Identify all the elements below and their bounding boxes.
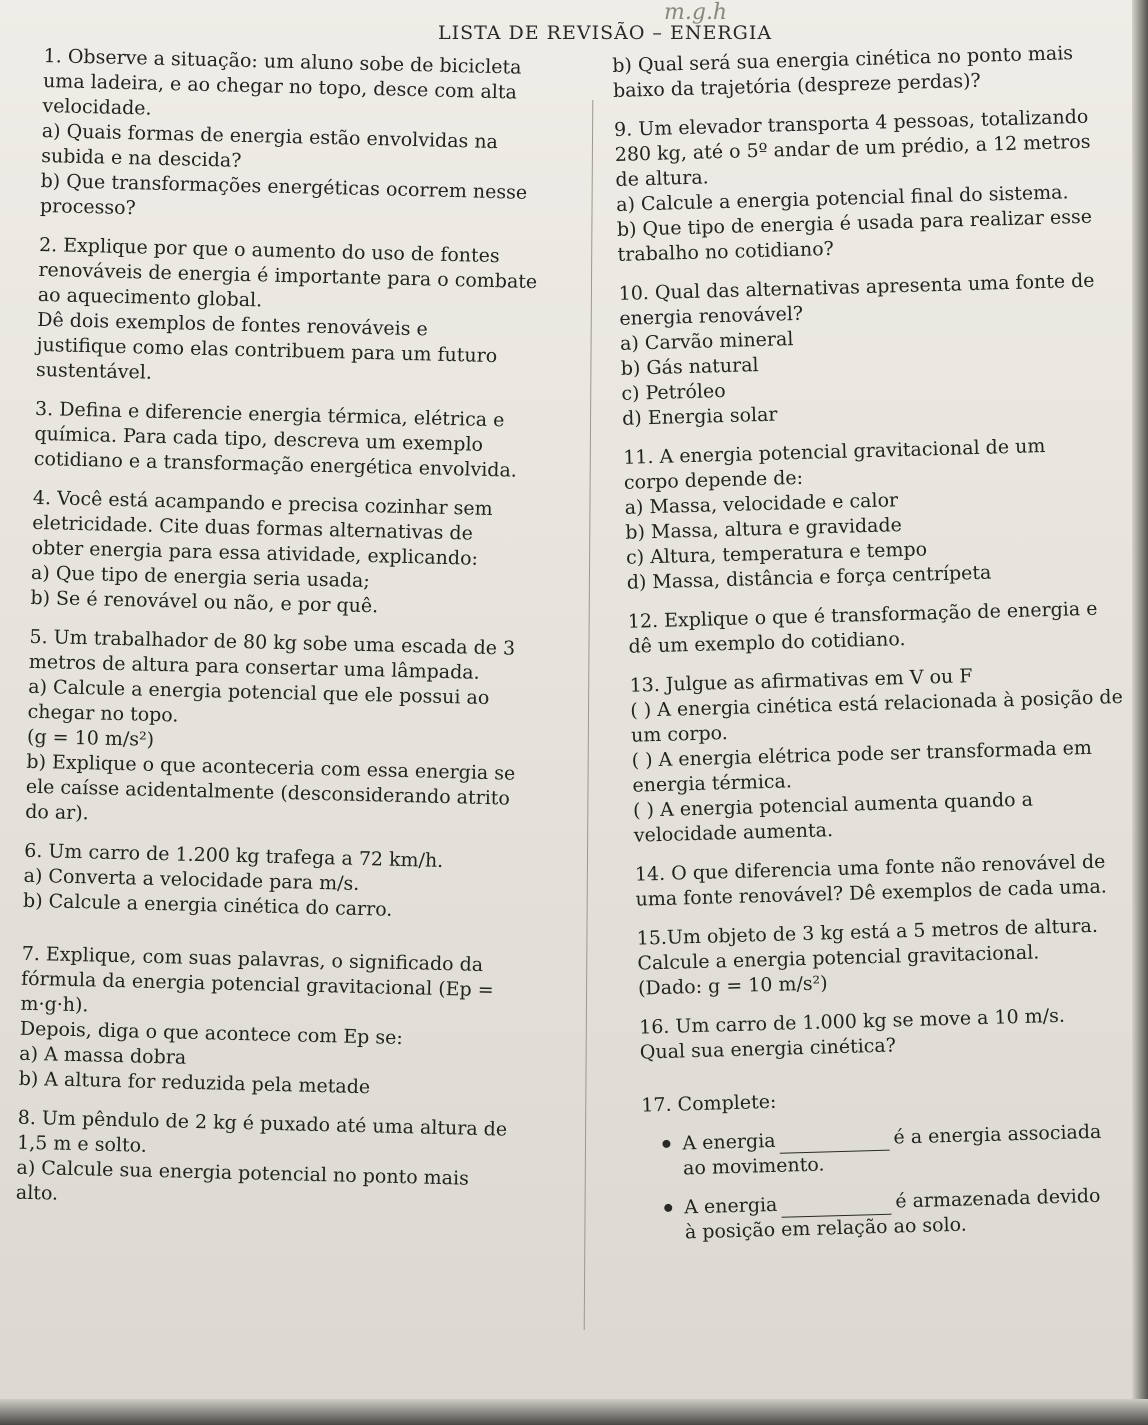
question-15: 15.Um objeto de 3 kg está a 5 metros de altura. Calcule a energia potencial gravitacional. (Dado: g = 10 m/s²) — [636, 914, 1099, 1000]
question-16: 16. Um carro de 1.000 kg se move a 10 m/s. Qual sua energia cinética? — [638, 1004, 1066, 1064]
bullet-icon — [664, 1203, 672, 1211]
question-17-item-2: A energia é armazenada devido à posição em relação ao solo. — [644, 1182, 1148, 1246]
question-5: 5. Um trabalhador de 80 kg sobe uma escada de 3 metros de altura para consertar uma lâmpada. a) Calcule a energia potencial que ele possui ao chegar no topo. (g = 10 m/s²) b) Explique o que aconteceria com essa energia se ele caísse acidentalmente (desconsiderando atrito do ar). — [24, 625, 516, 825]
question-7: 7. Explique, com suas palavras, o significado da fórmula da energia potencial gravitacional (Ep = m·g·h). Depois, diga o que acontece com Ep se: a) A massa dobra b) A altura for reduzida pela metade — [18, 942, 494, 1099]
question-8b: b) Qual será sua energia cinética no ponto mais baixo da trajetória (despreze perdas)? — [612, 42, 1074, 102]
page-title: LISTA DE REVISÃO – ENERGIA — [438, 22, 773, 44]
bullet-icon — [662, 1139, 670, 1147]
question-6: 6. Um carro de 1.200 kg trafega a 72 km/h. a) Converta a velocidade para m/s. b) Calcule a energia cinética do carro. — [22, 839, 444, 921]
question-11: 11. A energia potencial gravitacional de um corpo depende de: a) Massa, velocidade e calor b) Massa, altura e gravidade c) Altura, temperatura e tempo d) Massa, distância e força centrípeta — [622, 435, 1046, 594]
question-1a: a) Quais formas de energia estão envolvidas na subida e na descida? — [40, 119, 499, 172]
question-4: 4. Você está acampando e precisa cozinhar sem eletricidade. Cite duas formas alternativas de obter energia para essa atividade, explicando: a) Que tipo de energia seria usada; b) Se é renovável ou não, e por quê. — [30, 486, 493, 618]
question-1b: b) Que transformações energéticas ocorrem nesse processo? — [39, 169, 528, 220]
right-column — [612, 40, 1148, 1247]
left-column — [16, 44, 604, 1219]
page-shadow-right — [1132, 0, 1148, 1425]
question-13: 13. Julgue as afirmativas em V ou F ( ) A energia cinética está relacionada à posição de um corpo. ( ) A energia elétrica pode ser transformada em energia térmica. ( ) A energia potencial aumenta quando a velocidade aumenta. — [629, 665, 1124, 847]
question-14: 14. O que diferencia uma fonte não renovável de uma fonte renovável? Dê exemplos de cada uma. — [634, 850, 1108, 911]
question-9: 9. Um elevador transporta 4 pessoas, totalizando 280 kg, até o 5º andar de um prédio, a 12 metros de altura. a) Calcule a energia potencial final do sistema. b) Que tipo de energia é usada para realizar esse trabalho no cotidiano? — [613, 105, 1093, 266]
fill-in-blank[interactable] — [780, 1150, 890, 1154]
question-1: 1. Observe a situação: um aluno sobe de bicicleta uma ladeira, e ao chegar no topo, desce com alta velocidade. — [42, 44, 522, 120]
question-17-item-1: A energia é a energia associada ao movimento. — [642, 1118, 1148, 1182]
question-17-title: 17. Complete: — [641, 1090, 777, 1117]
question-10: 10. Qual das alternativas apresenta uma fonte de energia renovável? a) Carvão mineral b) Gás natural c) Petróleo d) Energia solar — [618, 269, 1095, 430]
question-3: 3. Defina e diferencie energia térmica, elétrica e química. Para cada tipo, descreva um exemplo cotidiano e a transformação energética envolvida. — [33, 397, 518, 482]
handwritten-note: m.g.h — [664, 0, 728, 25]
question-12: 12. Explique o que é transformação de energia e dê um exemplo do cotidiano. — [627, 597, 1098, 658]
question-8: 8. Um pêndulo de 2 kg é puxado até uma altura de 1,5 m e solto. a) Calcule sua energia potencial no ponto mais alto. — [15, 1106, 508, 1205]
question-2: 2. Explique por que o aumento do uso de fontes renováveis de energia é importante para o combate ao aquecimento global. Dê dois exemplos de fontes renováveis e justifique como elas contribuem para um futuro sustentável. — [35, 233, 538, 384]
page-shadow-bottom — [0, 1399, 1148, 1425]
